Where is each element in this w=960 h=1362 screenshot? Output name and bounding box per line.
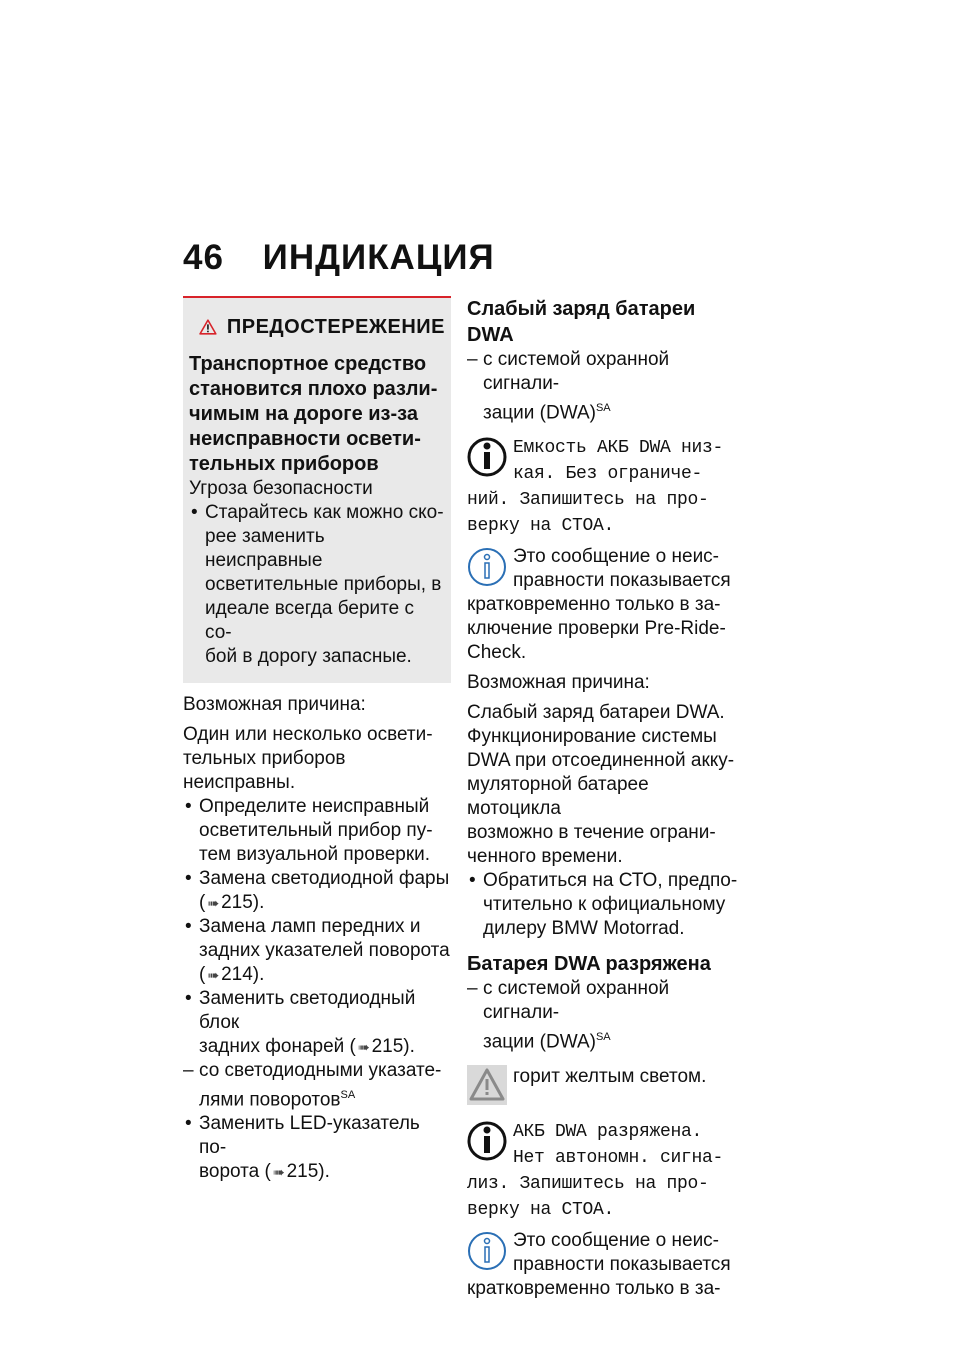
page-reference[interactable] [199, 1160, 451, 1184]
ref-page: 215). [286, 1161, 330, 1183]
warning-heading-line: чимым на дороге из-за [189, 403, 418, 425]
bullet-dot: • [469, 870, 476, 892]
cause-line: Один или несколько освети- [183, 724, 433, 745]
display-message [467, 1119, 742, 1223]
cause-line: ченного времени. [467, 846, 623, 868]
display-line: Нет автономн. сигна- [513, 1147, 724, 1168]
list-item-line: Заменить светодиодный блок [199, 988, 416, 1033]
dash-item [183, 1059, 451, 1112]
display-line: АКБ DWA разряжена. [513, 1121, 703, 1142]
display-line: Емкость АКБ DWA низ- [513, 438, 724, 459]
info-icon [467, 1229, 507, 1273]
cause-text [183, 723, 451, 795]
cause-text [467, 701, 742, 869]
info-line: Check. [467, 642, 527, 664]
arrow-ref-icon: ➠ [357, 1039, 370, 1055]
cause-line: возможно в течение ограни- [467, 822, 716, 844]
dash-item [467, 977, 742, 1054]
page-title: ИНДИКАЦИЯ [262, 238, 495, 277]
ref-page: 215). [221, 892, 265, 913]
info-icon [467, 545, 507, 589]
display-line: кая. Без ограниче- [513, 464, 703, 485]
list-item-line: чтительно к официальному [483, 894, 726, 916]
list-item-line: осветительный прибор пу- [199, 820, 433, 841]
sa-superscript: SA [595, 402, 611, 414]
ref-bracket: ( [199, 964, 206, 985]
warning-heading-line: тельных приборов [189, 453, 379, 475]
info-line: правности показывается [513, 1253, 731, 1275]
warning-heading [189, 352, 445, 477]
list-item-line: Заменить LED-указатель по- [199, 1113, 420, 1159]
dash-line [483, 396, 742, 425]
ref-bracket: ( [199, 892, 206, 913]
display-line: лиз. Запишитесь на про- [467, 1173, 709, 1194]
list-item [183, 915, 451, 987]
dash-mark: – [467, 349, 478, 370]
sa-superscript: SA [595, 1031, 611, 1044]
bullet-line: Старайтесь как можно ско- [205, 502, 444, 523]
page-reference[interactable] [199, 891, 451, 915]
warning-bullet [189, 501, 445, 669]
ref-page: 215). [371, 1036, 415, 1057]
list-item-line: Обратиться на СТО, предпо- [483, 870, 738, 892]
warning-box [183, 296, 451, 683]
info-line: кратковременно только в за- [467, 594, 721, 616]
bullet-line: идеале всегда берите с со- [205, 598, 414, 643]
info-note [467, 545, 742, 665]
info-icon [467, 1119, 507, 1163]
section-title-battery-discharged: Батарея DWA разряжена [467, 953, 711, 976]
display-line: верку на СТОА. [467, 516, 615, 537]
sa-superscript: SA [340, 1089, 356, 1101]
info-line: кратковременно только в за- [467, 1277, 721, 1299]
display-line: ний. Запишитесь на про- [467, 490, 709, 511]
ref-text: ворота ( [199, 1161, 271, 1183]
dash-line: с системой охранной сигнали- [483, 349, 670, 394]
cause-label: Возможная причина: [467, 672, 650, 694]
arrow-ref-icon: ➠ [207, 967, 220, 983]
left-column [183, 296, 451, 1184]
cause-line: Слабый заряд батареи DWA. [467, 702, 725, 724]
dash-mark: – [467, 978, 478, 1000]
info-note [467, 1229, 742, 1301]
dash-line [199, 1083, 451, 1112]
list-item [467, 869, 742, 941]
dash-text: зации (DWA) [483, 1031, 596, 1053]
page-header [183, 238, 495, 278]
cause-label: Возможная причина: [183, 694, 366, 715]
list-item [183, 1112, 451, 1184]
page-number: 46 [183, 238, 224, 277]
warning-triangle-icon [467, 1065, 507, 1105]
list-item-line: тем визуальной проверки. [199, 844, 431, 865]
ref-page: 214). [221, 964, 265, 985]
bullet-dot: • [185, 916, 192, 937]
bullet-line: бой в дорогу запасные. [205, 646, 412, 667]
list-item-line: Замена светодиодной фары [199, 868, 450, 889]
list-item [183, 867, 451, 915]
warning-header [189, 312, 445, 342]
info-line: Это сообщение о неис- [513, 1229, 720, 1251]
info-icon [467, 435, 507, 479]
page-reference[interactable] [199, 963, 451, 987]
info-line: правности показывается [513, 570, 731, 592]
dash-text: лями поворотов [199, 1089, 341, 1111]
warning-label: ПРЕДОСТЕРЕЖЕНИЕ [226, 315, 445, 338]
cause-line: тельных приборов неисправны. [183, 748, 346, 793]
list-item-line: Замена ламп передних и [199, 916, 421, 937]
warning-subtitle: Угроза безопасности [189, 478, 373, 499]
cause-line: Функционирование системы [467, 726, 717, 748]
arrow-ref-icon: ➠ [272, 1164, 285, 1181]
bullet-line: осветительные приборы, в [205, 574, 442, 595]
bullet-dot: • [185, 988, 192, 1009]
dash-text: зации (DWA) [483, 402, 596, 424]
info-line: Это сообщение о неис- [513, 546, 720, 568]
dash-line [483, 1025, 742, 1054]
dash-line: со светодиодными указате- [199, 1060, 442, 1081]
bullet-line: рее заменить неисправные [205, 526, 325, 571]
dash-item [467, 348, 742, 425]
cause-line: муляторной батарее мотоцикла [467, 774, 649, 820]
dash-mark: – [183, 1060, 194, 1081]
dash-line: с системой охранной сигнали- [483, 978, 670, 1024]
arrow-ref-icon: ➠ [207, 895, 220, 911]
list-item-line: задних указателей поворота [199, 940, 450, 961]
warning-heading-line: неисправности освети- [189, 428, 421, 450]
warning-triangle-icon [199, 312, 217, 342]
display-message [467, 435, 742, 539]
warning-heading-line: становится плохо разли- [189, 378, 438, 400]
bullet-dot: • [185, 868, 192, 889]
section-title-low-battery: Слабый заряд батареи DWA [467, 298, 696, 346]
right-column [467, 296, 742, 1301]
list-item-line: дилеру BMW Motorrad. [483, 918, 685, 940]
list-item [183, 987, 451, 1059]
list-item [183, 795, 451, 867]
list-item-line: Определите неисправный [199, 796, 430, 817]
info-line: ключение проверки Pre-Ride- [467, 618, 726, 640]
warning-light-text: горит желтым светом. [513, 1065, 707, 1087]
warning-light-row [467, 1065, 742, 1109]
bullet-dot: • [185, 796, 192, 817]
warning-heading-line: Транспортное средство [189, 353, 427, 375]
bullet-dot: • [185, 1113, 192, 1135]
bullet-dot: • [191, 502, 198, 523]
display-line: верку на СТОА. [467, 1199, 615, 1220]
ref-text: задних фонарей ( [199, 1036, 356, 1057]
cause-line: DWA при отсоединенной акку- [467, 750, 735, 772]
page-reference[interactable] [199, 1035, 451, 1059]
